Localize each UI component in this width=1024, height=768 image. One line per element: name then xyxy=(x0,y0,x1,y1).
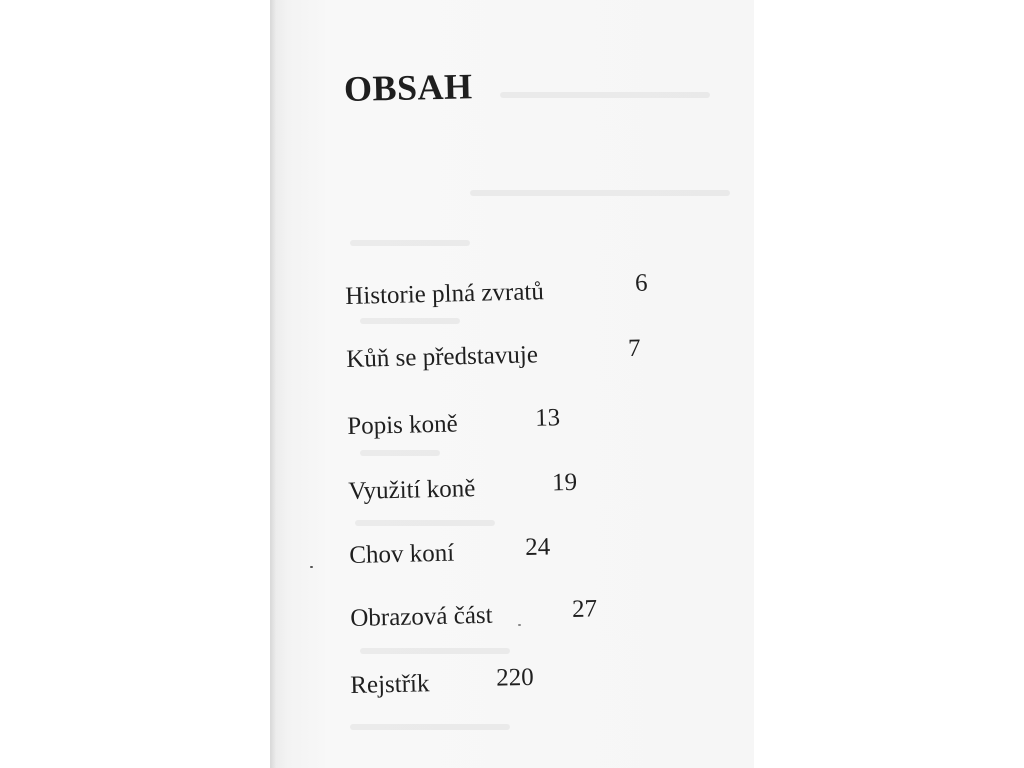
toc-entry-page: 27 xyxy=(571,595,598,623)
toc-entry-page: 220 xyxy=(495,663,534,692)
toc-entry-page: 7 xyxy=(627,334,641,363)
contents-heading: OBSAH xyxy=(343,66,473,109)
toc-entry-page: 6 xyxy=(634,269,648,297)
toc-entry-title: Obrazová část xyxy=(349,601,493,632)
toc-entry-title: Chov koní xyxy=(348,539,455,569)
toc-entry-title: Rejstřík xyxy=(349,670,430,699)
toc-entry-title: Využití koně xyxy=(347,475,476,505)
toc-entry-page: 24 xyxy=(524,533,551,562)
toc-entry-title: Historie plná zvratů xyxy=(344,278,545,310)
toc-entry-page: 19 xyxy=(551,468,578,497)
toc-entry-page: 13 xyxy=(534,404,561,432)
toc-entry-title: Popis koně xyxy=(346,410,458,440)
toc-entry-title: Kůň se představuje xyxy=(345,341,539,373)
